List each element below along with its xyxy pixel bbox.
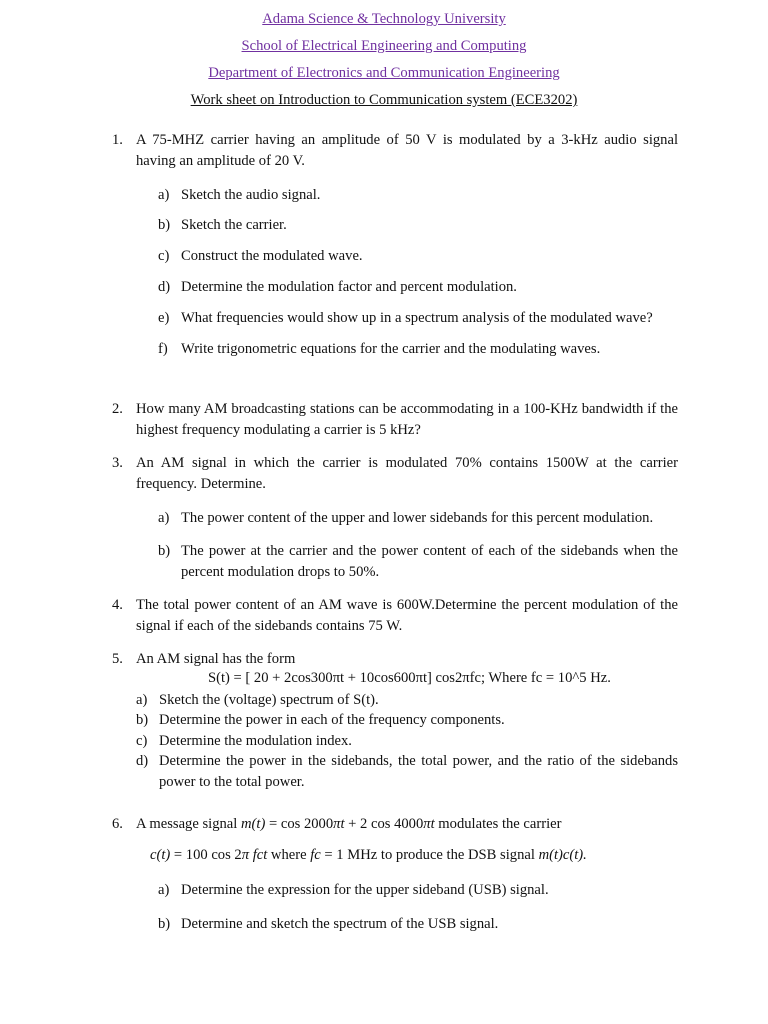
part-label: c): [136, 733, 148, 749]
question-number: 5.: [112, 651, 123, 667]
part-label: d): [136, 753, 149, 769]
text-fragment: + 2 cos 4000: [344, 816, 424, 832]
q1-part-b: [158, 215, 678, 236]
part-label: e): [158, 310, 170, 326]
q3-part-a: [158, 508, 678, 529]
carrier-symbol: c(t): [150, 847, 171, 863]
part-text: Sketch the carrier.: [181, 217, 287, 233]
q6-part-a: [158, 880, 678, 901]
text-fragment: = 1 MHz to produce the DSB signal: [320, 847, 539, 863]
question-5: [112, 649, 678, 670]
part-text: What frequencies would show up in a spectrum analysis of the modulated wave?: [181, 310, 653, 326]
question-number: 4.: [112, 597, 123, 613]
part-label: a): [158, 187, 170, 203]
text-fragment: A message signal: [136, 816, 241, 832]
question-text: A 75-MHZ carrier having an amplitude of 50 V is modulated by a 3-kHz audio signal having an amplitude of 20 V.: [136, 132, 678, 169]
university-title: Adama Science & Technology University: [262, 11, 506, 27]
question-1: [112, 130, 678, 172]
question-number: 6.: [112, 816, 123, 832]
part-text: Determine and sketch the spectrum of the USB signal.: [181, 916, 499, 932]
q5-part-a: [136, 690, 678, 711]
part-label: f): [158, 341, 168, 357]
part-text: Determine the expression for the upper sideband (USB) signal.: [181, 882, 549, 898]
q1-part-f: [158, 339, 678, 360]
question-6: [112, 814, 678, 835]
part-label: b): [158, 217, 171, 233]
worksheet-title: Work sheet on Introduction to Communication system (ECE3202): [190, 92, 578, 108]
q6-part-b: [158, 914, 678, 935]
q3-part-b: [158, 541, 678, 583]
question-3: [112, 453, 678, 495]
school-title: School of Electrical Engineering and Computing: [241, 38, 527, 54]
question-4: [112, 595, 678, 637]
part-text: Determine the modulation factor and percent modulation.: [181, 279, 517, 295]
part-text: Sketch the (voltage) spectrum of S(t).: [159, 692, 379, 708]
question-text: How many AM broadcasting stations can be accommodating in a 100-KHz bandwidth if the highest frequency modulating a carrier is 5 kHz?: [136, 401, 678, 438]
q5-equation: S(t) = [ 20 + 2cos300πt + 10cos600πt] cos2πfc; Where fc = 10^5 Hz.: [208, 670, 611, 686]
department-title: Department of Electronics and Communication Engineering: [208, 65, 560, 81]
q5-part-b: [136, 710, 678, 731]
question-text: [136, 814, 678, 835]
question-number: 3.: [112, 455, 123, 471]
part-label: c): [158, 248, 170, 264]
message-symbol: m(t): [240, 816, 266, 832]
text-fragment: = cos 2000: [265, 816, 334, 832]
part-text: The power content of the upper and lower sidebands for this percent modulation.: [181, 510, 654, 526]
question-number: 1.: [112, 132, 123, 148]
text-fragment: = 100 cos 2: [170, 847, 242, 863]
part-text: The power at the carrier and the power content of each of the sidebands when the percent modulation drops to 50%.: [181, 543, 678, 580]
question-text: An AM signal in which the carrier is modulated 70% contains 1500W at the carrier frequency. Determine.: [136, 455, 678, 492]
part-label: a): [158, 882, 170, 898]
text-fragment: modulates the carrier: [434, 816, 562, 832]
pi-symbol: π fct: [241, 847, 268, 863]
q1-part-e: [158, 308, 678, 329]
part-label: d): [158, 279, 171, 295]
part-text: Determine the power in the sidebands, the total power, and the ratio of the sidebands power to the total power.: [159, 753, 678, 790]
pi-symbol: πt: [333, 816, 345, 832]
q1-part-d: [158, 277, 678, 298]
part-label: a): [158, 510, 170, 526]
part-label: b): [136, 712, 149, 728]
question-text: An AM signal has the form: [136, 651, 296, 667]
q6-carrier-line: [150, 847, 587, 864]
part-label: a): [136, 692, 148, 708]
text-fragment: where: [267, 847, 311, 863]
part-text: Write trigonometric equations for the carrier and the modulating waves.: [181, 341, 601, 357]
question-text: The total power content of an AM wave is 600W.Determine the percent modulation of the signal if each of the sidebands contains 75 W.: [136, 597, 678, 634]
part-text: Construct the modulated wave.: [181, 248, 363, 264]
part-text: Determine the power in each of the frequency components.: [159, 712, 505, 728]
q1-part-a: [158, 185, 678, 206]
pi-symbol: πt: [423, 816, 435, 832]
dsb-symbol: m(t)c(t).: [538, 847, 587, 863]
part-text: Sketch the audio signal.: [181, 187, 321, 203]
part-label: b): [158, 916, 171, 932]
question-number: 2.: [112, 401, 123, 417]
question-2: [112, 399, 678, 441]
part-text: Determine the modulation index.: [159, 733, 352, 749]
q5-part-c: [136, 731, 678, 752]
q5-part-d: [136, 751, 678, 792]
fc-symbol: fc: [310, 847, 321, 863]
part-label: b): [158, 543, 171, 559]
q1-part-c: [158, 246, 678, 267]
